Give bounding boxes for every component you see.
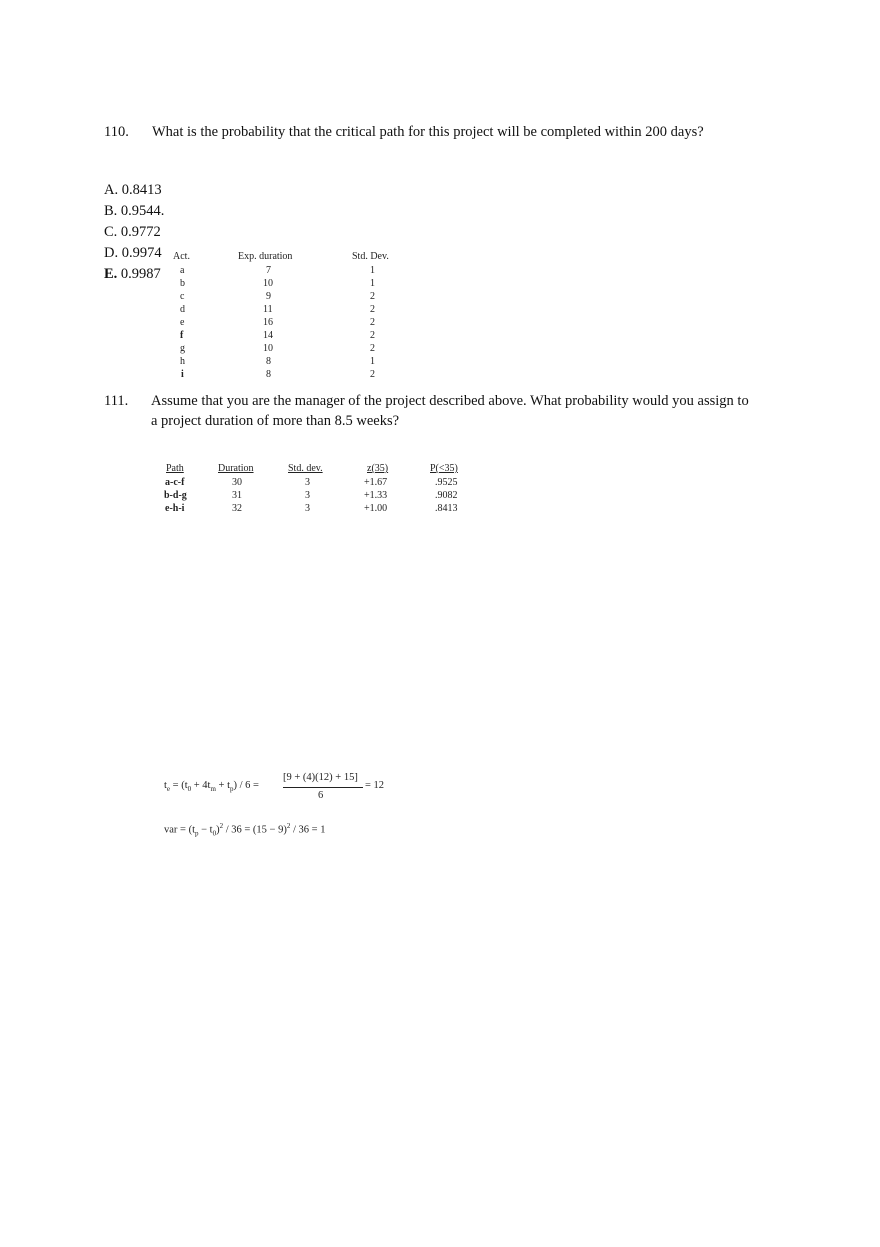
activity-cell-act: d	[180, 304, 185, 315]
path-cell-duration: 32	[232, 503, 242, 514]
activity-cell-stddev: 2	[370, 369, 375, 380]
activity-cell-act: b	[180, 278, 185, 289]
option-d-value: 0.9974	[121, 245, 162, 261]
activity-cell-stddev: 2	[370, 291, 375, 302]
option-d	[104, 245, 162, 262]
path-cell-stddev: 3	[305, 503, 310, 514]
path-header-duration: Duration	[218, 463, 254, 474]
path-cell-path: b-d-g	[164, 490, 187, 501]
activity-cell-act: i	[181, 369, 184, 380]
option-a	[104, 182, 162, 199]
activity-cell-stddev: 1	[370, 278, 375, 289]
question-111-line1: Assume that you are the manager of the project described above. What probability would you assign to	[151, 393, 749, 409]
formula-fraction-bar	[283, 787, 363, 788]
activity-cell-duration: 10	[263, 343, 273, 354]
path-cell-z: +1.33	[364, 490, 388, 501]
activity-cell-duration: 11	[263, 304, 273, 315]
activity-cell-duration: 16	[263, 317, 273, 328]
activity-cell-stddev: 2	[370, 317, 375, 328]
formula-te-denominator: 6	[318, 790, 324, 801]
path-cell-p: .8413	[435, 503, 458, 514]
path-header-path: Path	[166, 463, 184, 474]
path-header-stddev: Std. dev.	[288, 463, 323, 474]
path-cell-stddev: 3	[305, 477, 310, 488]
formula-te-numerator: [9 + (4)(12) + 15]	[283, 772, 358, 783]
path-cell-p: .9082	[435, 490, 458, 501]
activity-cell-duration: 10	[263, 278, 273, 289]
path-cell-path: a-c-f	[165, 477, 185, 488]
path-cell-duration: 31	[232, 490, 242, 501]
activity-cell-act: g	[180, 343, 185, 354]
option-a-letter: A.	[104, 182, 119, 198]
path-cell-stddev: 3	[305, 490, 310, 501]
activity-cell-duration: 14	[263, 330, 273, 341]
option-c-value: 0.9772	[120, 224, 161, 240]
activity-cell-duration: 7	[266, 265, 271, 276]
option-a-value: 0.8413	[121, 182, 162, 198]
path-header-p: P(<35)	[430, 463, 458, 474]
option-e	[104, 266, 161, 283]
option-c-letter: C.	[104, 224, 118, 240]
activity-cell-stddev: 1	[370, 265, 375, 276]
path-header-z: z(35)	[367, 463, 389, 474]
question-111-line2: a project duration of more than 8.5 weeks?	[151, 413, 400, 429]
activity-cell-act: e	[180, 317, 185, 328]
activity-cell-stddev: 2	[370, 304, 375, 315]
path-cell-z: +1.00	[364, 503, 388, 514]
activity-cell-duration: 8	[266, 356, 271, 367]
formula-te-result: = 12	[365, 780, 385, 791]
activity-cell-act: c	[180, 291, 185, 302]
activity-cell-act: h	[180, 356, 185, 367]
formula-variance: var = $(t_p - t_0)^2 / 36 = (15 - 9)^2 / 36 = 1$	[164, 822, 326, 838]
activity-cell-stddev: 1	[370, 356, 375, 367]
activity-header-duration: Exp. duration	[238, 251, 293, 262]
question-110-number: 110.	[104, 124, 129, 140]
option-b	[104, 203, 164, 220]
question-111-number: 111.	[104, 393, 129, 409]
activity-header-act: Act.	[173, 251, 190, 262]
activity-cell-stddev: 2	[370, 330, 375, 341]
activity-cell-duration: 9	[266, 291, 271, 302]
path-cell-z: +1.67	[364, 477, 388, 488]
activity-cell-act: f	[180, 330, 184, 341]
activity-header-stddev: Std. Dev.	[352, 251, 389, 262]
activity-cell-stddev: 2	[370, 343, 375, 354]
path-cell-path: e-h-i	[165, 503, 185, 514]
path-cell-p: .9525	[435, 477, 458, 488]
option-e-letter: E.	[104, 266, 118, 282]
path-cell-duration: 30	[232, 477, 242, 488]
option-e-value: 0.9987	[120, 266, 161, 282]
option-c	[104, 224, 161, 241]
formula-te-lhs: $t_e = (t_0 + 4t_m + t_p) / 6$ =	[164, 780, 259, 794]
option-b-value: 0.9544.	[120, 203, 165, 219]
option-d-letter: D.	[104, 245, 119, 261]
activity-cell-duration: 8	[266, 369, 271, 380]
activity-cell-act: a	[180, 265, 185, 276]
question-110-text: What is the probability that the critical path for this project will be completed within 200 days?	[152, 124, 704, 140]
option-b-letter: B.	[104, 203, 118, 219]
